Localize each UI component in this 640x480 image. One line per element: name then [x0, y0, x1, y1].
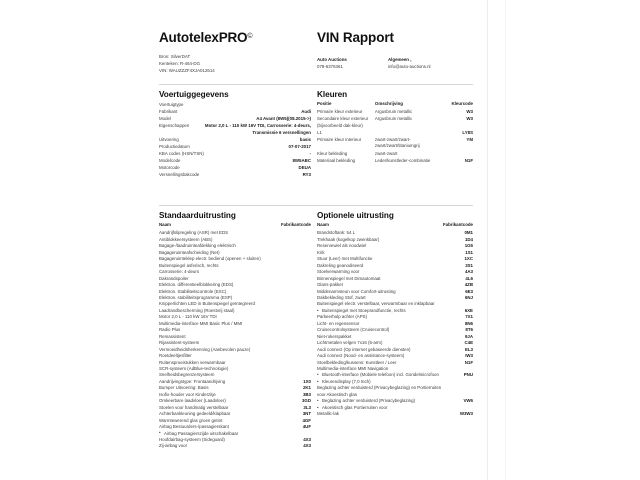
contact-block-auction: [317, 56, 347, 70]
vehicle-data-label: Modelcode: [159, 158, 181, 164]
equipment-item-code: 6XE: [464, 307, 473, 313]
equipment-item-code: IW3: [465, 353, 473, 359]
colors-table-row: [317, 116, 473, 129]
equipment-item-name: Multimedia-interface MMI Basic Plus / MMI: [159, 320, 243, 326]
vehicle-data-row: [159, 123, 311, 136]
color-description: zwart-zwart/zwart-zwart/zwart/titaniumgrij: [374, 136, 420, 149]
equipment-item-name: Lichtmetalen velgen 7x16 (5-arm): [317, 340, 383, 346]
equipment-item: [159, 443, 311, 449]
equipment-item-code: 3GD: [301, 398, 311, 404]
equipment-item-name: Ruitensproeistukken verwarmbaar: [159, 359, 226, 365]
color-position: Secundaire kleur exterieur (bijvoorbeeld dak-kleur): [317, 116, 369, 128]
equipment-header: [159, 222, 311, 228]
equipment-item-name: Elektron. differentieelblokkering (EDS): [159, 282, 234, 288]
equipment-code-header: Fabrikantcode: [442, 222, 473, 227]
document-sheet: [145, 0, 487, 480]
vehicle-data-value: A4 Avant (8W5)(08.2015->): [256, 116, 311, 122]
divider-equipment: [159, 205, 473, 206]
equipment-item-name: Bagageruimteafscheiding (Net): [159, 249, 220, 255]
vehicle-data-label: Fabrikant: [159, 109, 178, 115]
vehicle-data-label: Motorcode: [159, 165, 180, 171]
equipment-item-name: Laadrandbescherming (Roestvrij staal): [159, 307, 235, 313]
section-title-vehicle: Voertuiggegevens: [159, 90, 229, 99]
equipment-item-code: N1F: [464, 359, 473, 365]
equipment-item-name: • Kleurendisplay (7,0 Inch): [317, 379, 453, 385]
equipment-item-name: Glans-pakket: [317, 282, 343, 288]
equipment-item-name: Metallic-lak: [317, 411, 339, 417]
equipment-item-name: Buitenspiegel electr. verstelbaar, verwarmbaar en inklapbaar: [317, 301, 435, 307]
equipment-item-name: Carrosserie: 4-deurs: [159, 269, 200, 275]
equipment-item-name: Bagageruimteklep electr. bediend (openen + sluiten): [159, 256, 261, 262]
equipment-name-header: Naam: [317, 222, 329, 227]
equipment-item-code: 4GF: [302, 417, 311, 423]
vehicle-data-row: [159, 172, 311, 179]
color-code: LY8S: [462, 129, 473, 135]
equipment-name-header: Naam: [159, 222, 171, 227]
vehicle-data-row: [159, 151, 311, 158]
vehicle-data-row: [159, 116, 311, 123]
equipment-item-name: Hoofdairbag-systeem (Sideguard): [159, 436, 225, 442]
equipment-item-code: 1X0: [303, 378, 311, 384]
contact-block-general: [388, 56, 431, 70]
vehicle-data-value: DEUA: [298, 165, 311, 171]
equipment-item-name: Achterbankleuning gedeeld/klapbaar: [159, 411, 231, 417]
equipment-item-name: • Airbag Passagierszijde uitschakelbaar: [159, 431, 291, 437]
equipment-item-name: • Beglazing achter verduisterd (Privacybeglazing): [317, 398, 453, 404]
equipment-item-name: Stoelbekleding/kussens: Kunstleer / Leer: [317, 359, 397, 365]
equipment-sub-item: [317, 379, 473, 385]
equipment-item-name: Audi connect (Nood- en assistance-systeem): [317, 353, 405, 359]
vehicle-data-table: [159, 102, 311, 180]
color-code: W3: [466, 116, 473, 122]
meta-vin: VIN: WAUZZZF4XJA012614: [159, 68, 215, 74]
section-title-colors: Kleuren: [317, 90, 348, 99]
equipment-item-name: Vermoeidheidsherkenning (Aanbevolen pauze): [159, 346, 251, 352]
equipment-item-name: Motor 2,0 L - 110 kW 16V TDI: [159, 314, 217, 320]
vehicle-data-row: [159, 144, 311, 151]
equipment-item-name: Bumper Uitvoering: Basis: [159, 385, 209, 391]
equipment-header: [317, 222, 473, 228]
colors-table: [317, 101, 473, 165]
equipment-item-code: 4X3: [303, 443, 311, 449]
color-position: Kleur bekleding: [317, 150, 348, 156]
report-title: VIN Rapport: [317, 30, 394, 45]
color-code: YM: [466, 136, 473, 142]
colors-table-row: [317, 137, 473, 150]
equipment-item-name: Aandrijfslipregeling (ASR) met EDS: [159, 230, 229, 236]
vehicle-data-label: Versnellingsbakcode: [159, 172, 200, 178]
colors-table-row: [317, 158, 473, 164]
equipment-item-code: 1G5: [464, 243, 473, 249]
sheet-right-edge: [487, 0, 488, 480]
equipment-item-code: 6E3: [465, 288, 473, 294]
equipment-item-name: Middenarmsteun voor Comfort-uitrusting: [317, 288, 396, 294]
equipment-item: [317, 385, 473, 398]
equipment-item-name: Roetdeeltjesfilter: [159, 353, 192, 359]
equipment-item-name: Bagage-/laadruimteafdekking elektrisch: [159, 243, 236, 249]
equipment-item-name: Zij-airbag voor: [159, 443, 188, 449]
equipment-item-code: 3L3: [303, 404, 311, 410]
equipment-item-code: 1D4: [464, 236, 473, 242]
equipment-item-name: Dakreling geanodiseerd: [317, 262, 364, 268]
standard-equipment-list: [159, 222, 311, 450]
equipment-item-name: Knipperlichten LED in Buitenspiegel geïntegreerd: [159, 301, 255, 307]
vehicle-data-value: 07-07-2017: [288, 144, 311, 150]
vehicle-data-value: Audi: [301, 109, 311, 115]
vehicle-data-label: Voertuigtype: [159, 102, 184, 107]
equipment-item-name: Licht- en regensensor: [317, 320, 360, 326]
equipment-item-name: Parkeerhulp achter (APS): [317, 314, 368, 320]
source-meta: [159, 53, 215, 75]
colors-table-row: [317, 109, 473, 115]
equipment-item-name: Aandrijvingstype: Frontaandrijving: [159, 378, 226, 384]
equipment-item-name: Brandstoftank: 54 L: [317, 230, 356, 236]
equipment-item-code: PNU: [463, 372, 473, 378]
colors-column-header: Positie: [317, 101, 332, 106]
equipment-item-code: 7X1: [465, 314, 473, 320]
equipment-item-code: 0M1: [464, 230, 473, 236]
color-description: zwart-zwart: [374, 150, 398, 156]
meta-source: Bron: SilverDAT: [159, 54, 191, 59]
equipment-item-name: • Akoestisch glas Portierruiten voor: [317, 405, 453, 411]
equipment-item-code: 8N6: [464, 320, 473, 326]
equipment-item-code: 4X3: [303, 436, 311, 442]
color-description: Argusbruin metallic: [374, 108, 413, 114]
equipment-item-name: Cruisecontrolsysteem (Cruisecontrol): [317, 327, 390, 333]
vehicle-data-row: [159, 102, 311, 109]
section-title-optional: Optionele uitrusting: [317, 211, 394, 220]
divider-header: [159, 84, 473, 85]
equipment-item-code: 6NJ: [464, 294, 473, 300]
equipment-item-name: Krik: [317, 249, 325, 255]
color-code: N1F: [464, 157, 473, 163]
equipment-item-code: 2K1: [302, 385, 311, 391]
colors-column-header: Kleurcode: [451, 101, 473, 106]
equipment-item-name: Rijassistent-systeem: [159, 340, 200, 346]
equipment-item-name: Antiblokkeersysteem (ABS): [159, 236, 213, 242]
contact-title: Auto Auctions: [317, 57, 347, 62]
equipment-item-name: Audi connect (Op internet gebaseerde diensten): [317, 346, 411, 352]
equipment-item-code: 3B3: [302, 391, 311, 397]
vehicle-data-label: Model: [159, 116, 171, 122]
equipment-item-name: Stuur (Leer) met Multifunctie: [317, 256, 373, 262]
equipment-item: [317, 411, 473, 417]
brand-title: [159, 30, 252, 45]
equipment-item-code: 4UF: [302, 424, 311, 430]
color-description: Leder/kunstleder-combinatie: [374, 157, 431, 163]
vehicle-data-value: Motor 2,0 L - 110 kW 16V TDI, Carrosserie: 4-deurs, Transmissie 6 versnellingen: [204, 123, 311, 135]
equipment-sub-item: [317, 308, 473, 314]
color-description: Argusbruin metallic: [374, 116, 413, 122]
viewport-edge: [505, 0, 506, 480]
vehicle-data-row: [159, 137, 311, 144]
equipment-item-name: • Bluetooth-interface (Mobiele telefoon) incl. Gondelmicrofoon: [317, 372, 453, 378]
contact-title: Algemeen ,: [388, 57, 412, 62]
equipment-item-code: 8T6: [465, 327, 473, 333]
color-position: Materiaal bekleding: [317, 157, 356, 163]
equipment-item-code: W3W3: [459, 411, 473, 417]
equipment-item-code: 3S1: [465, 262, 473, 268]
vehicle-data-label: Productiedatum: [159, 144, 190, 150]
equipment-sub-item: [159, 431, 311, 437]
equipment-item-name: Reservewiel als noodwiel: [317, 243, 367, 249]
equipment-item-name: Snelheidsbegrenzersysteem: [159, 372, 215, 378]
equipment-item-code: 1S1: [465, 249, 473, 255]
contact-email: info@auto-auctions.nl: [388, 64, 431, 70]
equipment-item-name: Remassistent: [159, 333, 186, 339]
vehicle-data-row: [159, 109, 311, 116]
equipment-item-name: Stoelverwarming voor: [317, 269, 360, 275]
copyright-icon: ©: [247, 32, 253, 40]
equipment-item-name: Dakbekleding Stof, zwart: [317, 294, 366, 300]
equipment-item-name: Buitenspiegel asferisch, rechts: [159, 262, 219, 268]
equipment-code-header: Fabrikantcode: [280, 222, 311, 227]
equipment-item-name: • Buitenspiegel met Stoeprandfunctie, rechts: [317, 308, 453, 314]
vehicle-data-value: -: [309, 151, 311, 157]
contact-phone: 078-6376361: [317, 64, 343, 70]
equipment-item-name: SCR-systeem (AdBlue-technologie): [159, 365, 229, 371]
equipment-item-code: C4E: [464, 340, 473, 346]
vehicle-data-value: RY3: [302, 172, 311, 178]
equipment-item-name: Multimedia-interface MMI Navigation: [317, 365, 389, 371]
equipment-item-name: Radio Plus: [159, 327, 181, 333]
equipment-item-code: 4ZB: [464, 282, 473, 288]
vehicle-data-row: [159, 165, 311, 172]
equipment-item-name: Elektron. stabiliteitsprogramma (ESP): [159, 294, 233, 300]
vehicle-data-label: Eigenschappen: [159, 123, 190, 129]
equipment-item-code: 1XC: [464, 256, 473, 262]
equipment-item-code: 9JA: [464, 333, 473, 339]
color-position: L1: [317, 129, 322, 135]
equipment-item-name: Omkeerbare laadvloer (Laadvloer): [159, 398, 226, 404]
colors-table-row: [317, 130, 473, 136]
equipment-item-name: Stoelen voor handmatig verstelbaar: [159, 404, 229, 410]
equipment-item-name: Dakrandspoiler: [159, 275, 189, 281]
vehicle-data-label: KBA codes (HSN/TSN): [159, 151, 204, 157]
colors-column-header: Omschrijving: [374, 101, 403, 106]
meta-license-plate: Kenteken: R-464-DG: [159, 61, 200, 67]
equipment-item-name: Airbag Bestuurders-/passagierskant: [159, 424, 229, 430]
brand-name: AutotelexPRO: [159, 30, 248, 45]
equipment-item-name: Elektron. Stabiliteitscontrole (ESC): [159, 288, 227, 294]
color-position: Primaire kleur exterieur: [317, 108, 363, 114]
equipment-item-name: Warmtewerend glas groen getint: [159, 417, 223, 423]
equipment-item-code: 4A3: [464, 269, 473, 275]
vehicle-data-label: Uitvoering: [159, 136, 179, 142]
equipment-item-name: Isofix-houder voor Kinderzitje: [159, 391, 216, 397]
vehicle-data-value: basis: [299, 136, 311, 142]
equipment-item-code: 3NT: [302, 411, 311, 417]
colors-table-header: [317, 101, 473, 107]
section-title-standard: Standaarduitrusting: [159, 211, 236, 220]
color-code: W3: [466, 108, 473, 114]
equipment-item-name: Niet-rokerspakket: [317, 333, 352, 339]
equipment-item-name: Trekhaak (kogelkop zwenkbaar): [317, 236, 380, 242]
equipment-sub-item: [317, 405, 473, 411]
colors-table-row: [317, 151, 473, 157]
equipment-item-name: Binnenspiegel met Dimautomaat: [317, 275, 381, 281]
optional-equipment-list: [317, 222, 473, 418]
equipment-item-code: EL3: [464, 346, 473, 352]
color-position: Primaire kleur interieur: [317, 136, 362, 142]
equipment-item-name: Beglazing achter verduisterd (Privacybeglazing) en Portierruiten voor Akoestisch glas: [317, 385, 442, 397]
equipment-item-code: VW6: [463, 398, 473, 404]
vehicle-data-value: 8W5ABC: [292, 158, 311, 164]
vehicle-data-row: [159, 158, 311, 165]
equipment-item-code: 4L6: [465, 275, 473, 281]
